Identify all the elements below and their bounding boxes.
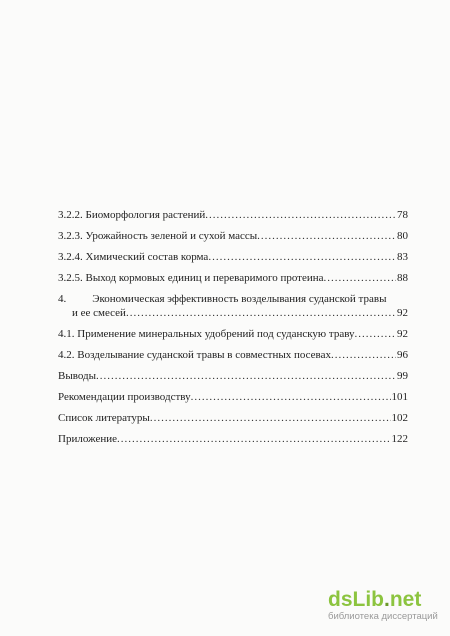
toc-entry-label: 4.1. Применение минеральных удобрений под суданскую траву [58, 328, 355, 340]
toc-entry-conclusions [58, 370, 408, 391]
toc-chapter-4-heading [58, 293, 408, 307]
toc-entry-3-2-5 [58, 272, 408, 293]
dot-leader [126, 307, 396, 319]
toc-entry-appendix [58, 433, 408, 454]
dot-leader [355, 328, 396, 340]
toc-page-number: 88 [397, 272, 408, 284]
dot-leader [331, 349, 396, 361]
toc-page-number: 92 [397, 328, 408, 340]
toc-entry-label: и ее смесей [72, 307, 126, 319]
dot-leader [191, 391, 391, 403]
toc-entry-label: 4.2. Возделывание суданской травы в совместных посевах [58, 349, 331, 361]
toc-entry-label: 3.2.3. Урожайность зеленой и сухой массы [58, 230, 258, 242]
toc-entry-label: Приложение [58, 433, 118, 445]
dot-leader [205, 209, 396, 221]
toc-page-number: 99 [397, 370, 408, 382]
toc-entry-label: 3.2.5. Выход кормовых единиц и переваримого протеина [58, 272, 324, 284]
toc-page-number: 101 [391, 391, 408, 403]
toc-page-number: 122 [391, 433, 408, 445]
toc-chapter-number: 4. [58, 293, 67, 305]
watermark [328, 589, 436, 622]
toc-entry-label: Рекомендации производству [58, 391, 191, 403]
dot-leader [117, 433, 390, 445]
table-of-contents [58, 209, 408, 454]
toc-entry-4-1 [58, 328, 408, 349]
toc-page-number: 80 [397, 230, 408, 242]
toc-chapter-4-continuation [58, 307, 408, 328]
toc-entry-3-2-4 [58, 251, 408, 272]
toc-entry-recommendations [58, 391, 408, 412]
dot-leader [208, 251, 396, 263]
toc-entry-3-2-3 [58, 230, 408, 251]
toc-page-number: 96 [397, 349, 408, 361]
toc-entry-label: 3.2.4. Химический состав корма [58, 251, 209, 263]
toc-page-number: 102 [391, 412, 408, 424]
dot-leader [150, 412, 391, 424]
toc-entry-3-2-2 [58, 209, 408, 230]
dot-leader [96, 370, 396, 382]
dot-leader [257, 230, 396, 242]
toc-entry-label: Экономическая эффективность возделывания суданской травы [92, 293, 387, 305]
toc-entry-label: 3.2.2. Биоморфология растений [58, 209, 206, 221]
toc-page-number: 78 [397, 209, 408, 221]
watermark-subtitle: библиотека диссертаций [328, 611, 438, 622]
toc-page-number: 92 [397, 307, 408, 319]
dot-leader [324, 272, 396, 284]
watermark-logo: dsLib.net [328, 588, 422, 611]
toc-entry-references [58, 412, 408, 433]
toc-entry-label: Выводы [58, 370, 97, 382]
toc-entry-label: Список литературы [58, 412, 150, 424]
toc-page-number: 83 [397, 251, 408, 263]
toc-entry-4-2 [58, 349, 408, 370]
